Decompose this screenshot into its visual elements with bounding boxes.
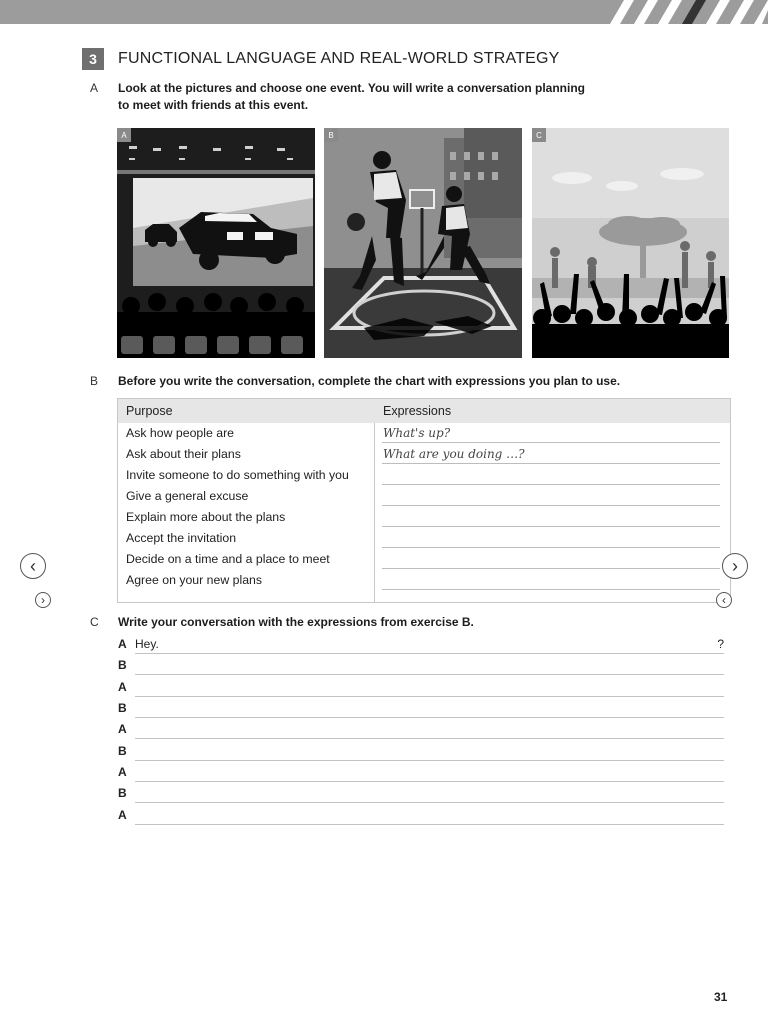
chart-row — [118, 570, 730, 591]
conversation-line[interactable] — [118, 805, 724, 826]
expression-write-line — [382, 526, 720, 527]
chart-row — [118, 486, 730, 507]
write-line — [135, 824, 724, 825]
expression-write-line — [382, 484, 720, 485]
purpose-column-header: Purpose — [126, 404, 173, 418]
speaker-label: A — [118, 808, 127, 822]
picture-a[interactable] — [117, 128, 315, 358]
conversation-line[interactable] — [118, 783, 724, 804]
purpose-cell: Give a general excuse — [126, 489, 249, 503]
exercise-a-line-1: Look at the pictures and choose one event. You will write a conversation planning — [118, 81, 585, 95]
conversation-text: Hey. — [135, 637, 159, 651]
chevron-left-icon: ‹ — [30, 555, 36, 576]
picture-c[interactable] — [532, 128, 729, 358]
purpose-cell: Agree on your new plans — [126, 573, 263, 587]
speaker-label: A — [118, 765, 127, 779]
small-prev-button[interactable] — [716, 592, 732, 608]
chart-row — [118, 528, 730, 549]
chart-row — [118, 549, 730, 570]
speaker-label: A — [118, 680, 127, 694]
exercise-c-letter: C — [90, 615, 99, 629]
concert-icon — [532, 128, 729, 358]
basketball-icon — [324, 128, 522, 358]
purpose-cell: Ask how people are — [126, 426, 235, 440]
write-line — [135, 717, 724, 718]
chevron-right-icon: › — [41, 593, 45, 607]
chart-row — [118, 423, 730, 444]
chart-header — [118, 399, 730, 423]
exercise-a-line-2: to meet with friends at this event. — [118, 98, 309, 112]
picture-b[interactable] — [324, 128, 522, 358]
exercise-c-instruction: Write your conversation with the expressions from exercise B. — [118, 615, 474, 629]
purpose-cell: Decide on a time and a place to meet — [126, 552, 330, 566]
chevron-left-icon: ‹ — [722, 593, 726, 607]
exercise-b-instruction: Before you write the conversation, complete the chart with expressions you plan to use. — [118, 374, 621, 388]
expression-write-line — [382, 442, 720, 443]
prev-page-button[interactable] — [20, 553, 46, 579]
expression-cell[interactable]: What's up? — [383, 426, 451, 440]
conversation-line[interactable] — [118, 762, 724, 783]
picture-b-tag: B — [324, 128, 338, 142]
section-number: 3 — [82, 48, 104, 70]
section-heading — [82, 48, 560, 70]
conversation-line[interactable] — [118, 677, 724, 698]
speaker-label: B — [118, 701, 127, 715]
write-line — [135, 738, 724, 739]
next-page-button[interactable] — [722, 553, 748, 579]
exercise-a-instruction — [118, 80, 585, 114]
purpose-cell: Accept the invitation — [126, 531, 237, 545]
cinema-icon — [117, 128, 315, 358]
conversation-end-mark: ? — [717, 637, 724, 651]
conversation-line[interactable] — [118, 655, 724, 676]
speaker-label: A — [118, 637, 127, 651]
exercise-a-letter: A — [90, 81, 99, 95]
write-line — [135, 696, 724, 697]
section-title: FUNCTIONAL LANGUAGE AND REAL-WORLD STRATEGY — [118, 50, 560, 67]
chart-row — [118, 507, 730, 528]
speaker-label: A — [118, 722, 127, 736]
small-next-button[interactable] — [35, 592, 51, 608]
purpose-cell: Invite someone to do something with you — [126, 468, 349, 482]
purpose-cell: Ask about their plans — [126, 447, 241, 461]
chart-row — [118, 444, 730, 465]
write-line — [135, 674, 724, 675]
write-line — [135, 802, 724, 803]
expressions-chart — [117, 398, 731, 603]
expression-write-line — [382, 568, 720, 569]
header-stripes — [610, 0, 768, 24]
expression-write-line — [382, 547, 720, 548]
picture-a-tag: A — [117, 128, 131, 142]
speaker-label: B — [118, 744, 127, 758]
conversation-line[interactable] — [118, 634, 724, 655]
expression-write-line — [382, 505, 720, 506]
chart-row — [118, 465, 730, 486]
conversation-line[interactable] — [118, 741, 724, 762]
speaker-label: B — [118, 658, 127, 672]
write-line — [135, 760, 724, 761]
write-line — [135, 653, 724, 654]
purpose-cell: Explain more about the plans — [126, 510, 286, 524]
chevron-right-icon: › — [732, 555, 738, 576]
exercise-b-letter: B — [90, 374, 99, 388]
conversation-line[interactable] — [118, 719, 724, 740]
expression-write-line — [382, 463, 720, 464]
page-number: 31 — [714, 990, 728, 1004]
expression-write-line — [382, 589, 720, 590]
conversation-line[interactable] — [118, 698, 724, 719]
write-line — [135, 781, 724, 782]
picture-c-tag: C — [532, 128, 546, 142]
speaker-label: B — [118, 786, 127, 800]
expression-cell[interactable]: What are you doing …? — [383, 447, 525, 461]
expressions-column-header: Expressions — [383, 404, 452, 418]
